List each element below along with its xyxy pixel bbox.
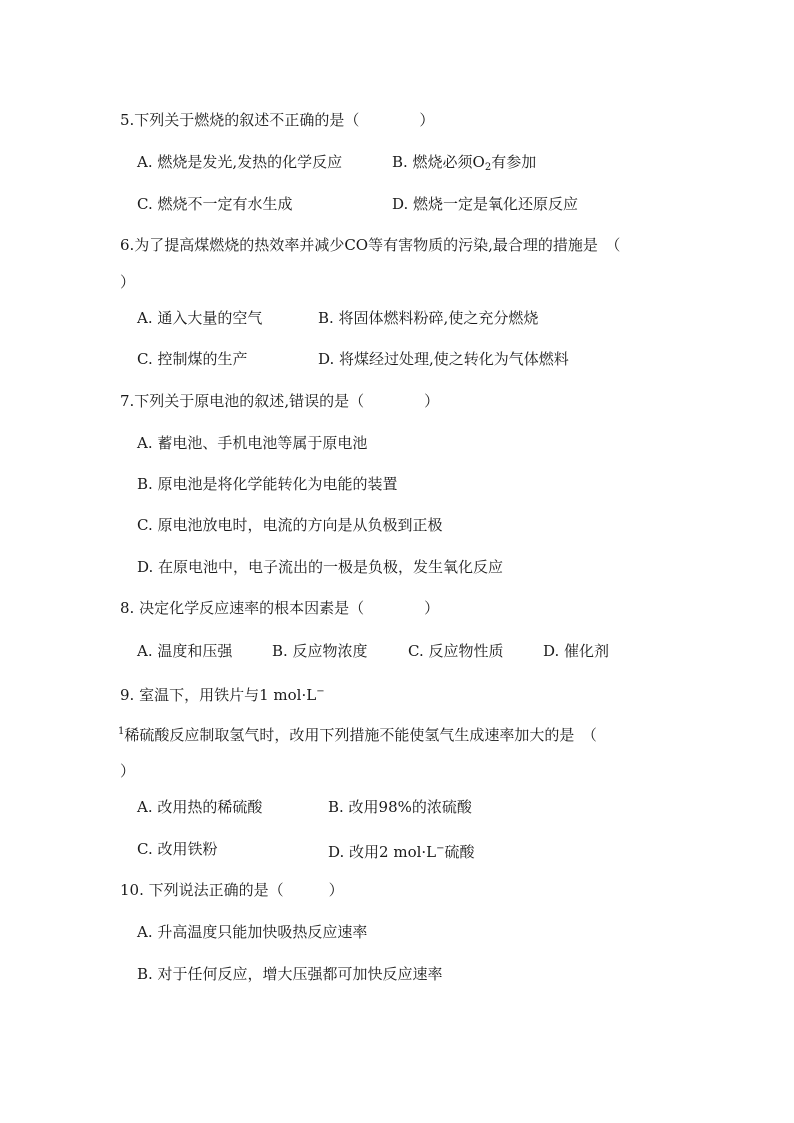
- question-9-stem-continued-2: ）: [120, 762, 136, 780]
- question-5-option-a: A. 燃烧是发光,发热的化学反应: [137, 153, 343, 171]
- question-6-stem-continued: ）: [120, 273, 136, 291]
- question-8-option-b: B. 反应物浓度: [272, 642, 368, 660]
- question-9-option-d-suffix: 硫酸: [444, 843, 475, 861]
- question-7-stem: 7.下列关于原电池的叙述,错误的是（ ）: [120, 392, 440, 410]
- question-6-option-a: A. 通入大量的空气: [137, 309, 263, 327]
- question-8-option-a: A. 温度和压强: [137, 642, 233, 660]
- question-9-option-b: B. 改用98%的浓硫酸: [328, 798, 472, 816]
- question-5-option-b: [392, 152, 536, 178]
- superscript: −: [316, 686, 325, 697]
- subscript: 2: [484, 162, 492, 173]
- question-9-option-c: C. 改用铁粉: [137, 840, 218, 858]
- question-5-option-c: C. 燃烧不一定有水生成: [137, 195, 293, 213]
- question-6-stem: 6.为了提高煤燃烧的热效率并减少CO等有害物质的污染,最合理的措施是 （: [120, 236, 621, 254]
- question-8-stem: 8. 决定化学反应速率的根本因素是（ ）: [120, 599, 440, 617]
- question-10-stem: 10. 下列说法正确的是（ ）: [120, 881, 344, 899]
- question-7-option-b: B. 原电池是将化学能转化为电能的装置: [137, 475, 398, 493]
- question-9-option-a: A. 改用热的稀硫酸: [137, 798, 263, 816]
- question-10-option-b: B. 对于任何反应，增大压强都可加快反应速率: [137, 965, 443, 983]
- question-8-option-d: D. 催化剂: [543, 642, 610, 660]
- question-9-stem-text: 9. 室温下，用铁片与1 mol·L: [120, 686, 317, 704]
- question-5-stem: 5.下列关于燃烧的叙述不正确的是（ ）: [120, 111, 435, 129]
- superscript: −: [436, 843, 445, 854]
- question-10-option-a: A. 升高温度只能加快吸热反应速率: [137, 923, 368, 941]
- question-9-stem-continued: [118, 722, 597, 745]
- question-6-option-d: D. 将煤经过处理,使之转化为气体燃料: [318, 350, 569, 368]
- question-7-option-a: A. 蓄电池、手机电池等属于原电池: [137, 434, 368, 452]
- question-5-option-d: D. 燃烧一定是氧化还原反应: [392, 195, 579, 213]
- question-6-option-b: B. 将固体燃料粉碎,使之充分燃烧: [318, 309, 539, 327]
- question-7-option-c: C. 原电池放电时，电流的方向是从负极到正极: [137, 516, 443, 534]
- question-6-option-c: C. 控制煤的生产: [137, 350, 248, 368]
- question-8-option-c: C. 反应物性质: [408, 642, 504, 660]
- question-5-option-b-suffix: 有参加: [491, 153, 537, 171]
- question-5-option-b-text: B. 燃烧必须O: [392, 153, 485, 171]
- question-7-option-d: D. 在原电池中，电子流出的一极是负极，发生氧化反应: [137, 558, 504, 576]
- question-9-stem: [120, 682, 325, 705]
- question-9-option-d-text: D. 改用2 mol·L: [328, 843, 437, 861]
- question-9-stem-continued-text: 稀硫酸反应制取氢气时，改用下列措施不能使氢气生成速率加大的是 （: [124, 726, 597, 744]
- superscript: 1: [118, 726, 125, 737]
- question-9-option-d: [328, 839, 475, 862]
